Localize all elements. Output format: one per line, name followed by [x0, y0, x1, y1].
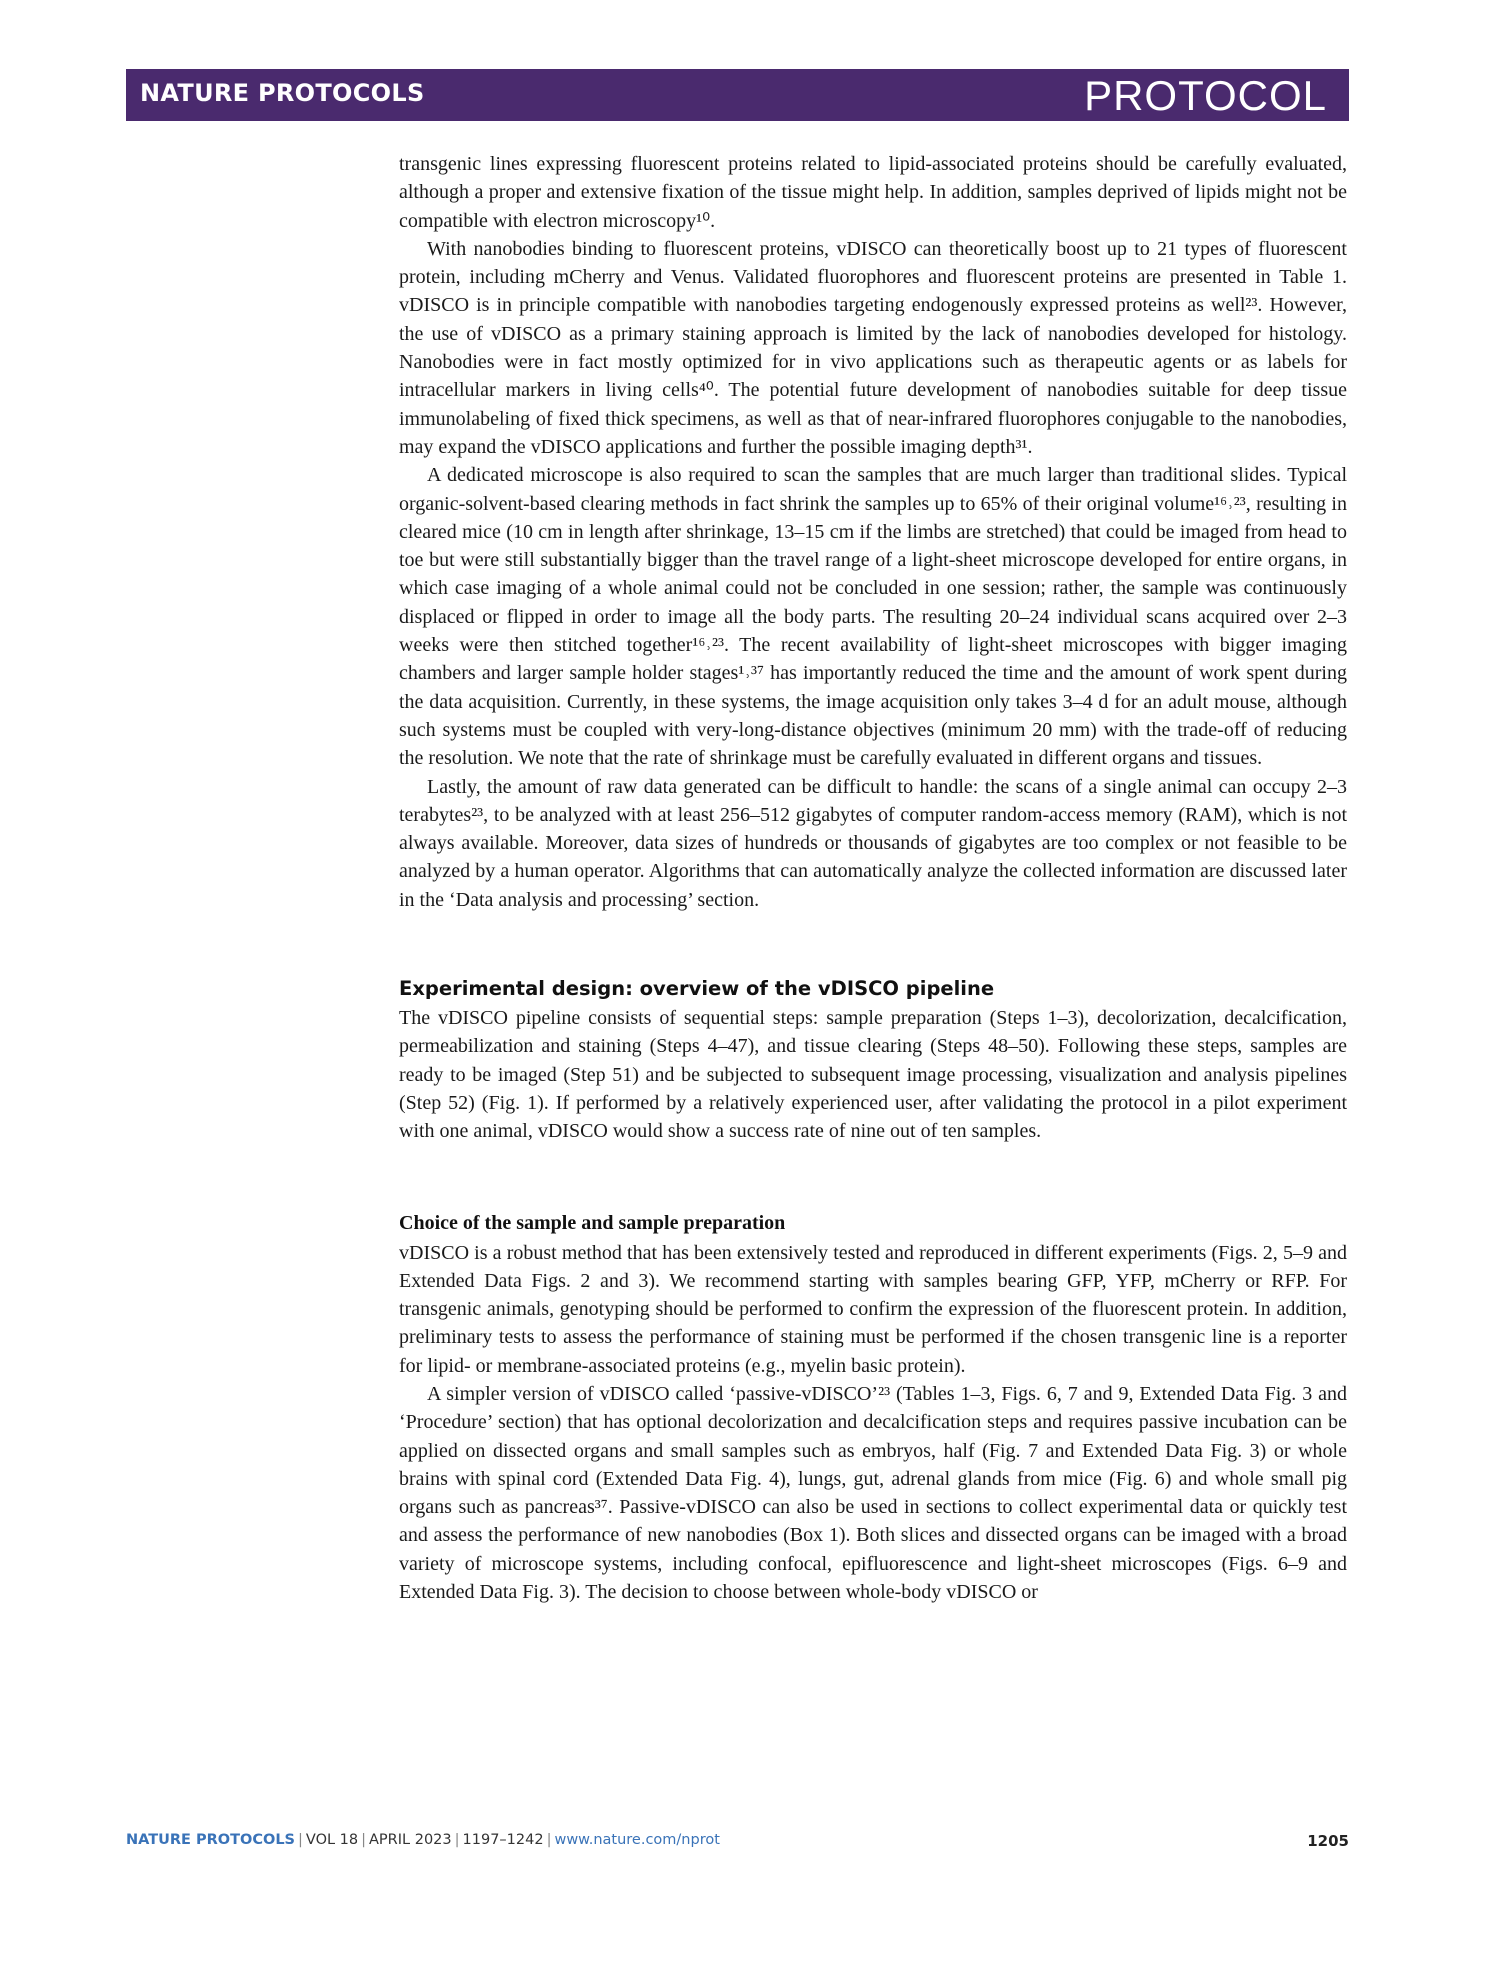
page-footer — [126, 1832, 1349, 1848]
footer-journal: NATURE PROTOCOLS — [126, 1832, 296, 1848]
page-number: 1205 — [1307, 1832, 1349, 1850]
main-text-column — [399, 150, 1347, 1606]
paragraph: With nanobodies binding to fluorescent proteins, vDISCO can theoretically boost up to 21 types of fluorescent protein, including mCherry and Venus. Validated fluorophores and fluorescent proteins are presented in Table 1. vDISCO is in principle compatible with nanobodies targeting endogenously expressed proteins as well²³. However, the use of vDISCO as a primary staining approach is limited by the lack of nanobodies developed for histology. Nanobodies were in fact mostly optimized for in vivo applications such as therapeutic agents or as labels for intracellular markers in living cells⁴⁰. The potential future development of nanobodies suitable for deep tissue immunolabeling of fixed thick specimens, as well as that of near-infrared fluorophores conjugable to the nanobodies, may expand the vDISCO applications and further the possible imaging depth³¹. — [399, 237, 1347, 458]
footer-pages: 1197–1242 — [462, 1832, 544, 1848]
journal-name: NATURE PROTOCOLS — [140, 79, 425, 107]
paragraph: transgenic lines expressing fluorescent proteins related to lipid-associated proteins should be carefully evaluated, although a proper and extensive fixation of the tissue might help. In addition, samples deprived of lipids might not be compatible with electron microscopy¹⁰. — [399, 153, 1347, 232]
paragraph: Lastly, the amount of raw data generated can be difficult to handle: the scans of a single animal can occupy 2–3 terabytes²³, to be analyzed with at least 256–512 gigabytes of computer random-access memory (RAM), which is not always available. Moreover, data sizes of hundreds or thousands of gigabytes are too complex or not feasible to be analyzed by a human operator. Algorithms that can automatically analyze the collected information are discussed later in the ‘Data analysis and processing’ section. — [399, 775, 1347, 911]
footer-separator: | — [546, 1832, 552, 1848]
section-heading: Experimental design: overview of the vDISCO pipeline — [399, 977, 995, 1001]
footer-url-link[interactable]: www.nature.com/nprot — [554, 1832, 720, 1848]
paragraph: vDISCO is a robust method that has been extensively tested and reproduced in different experiments (Figs. 2, 5–9 and Extended Data Figs. 2 and 3). We recommend starting with samples bearing GFP, YFP, mCherry or RFP. For transgenic animals, genotyping should be performed to confirm the expression of the fluorescent protein. In addition, preliminary tests to assess the performance of staining must be performed if the chosen transgenic line is a reporter for lipid- or membrane-associated proteins (e.g., myelin basic protein). — [399, 1241, 1347, 1377]
footer-separator: | — [454, 1832, 460, 1848]
paragraph: A dedicated microscope is also required to scan the samples that are much larger than traditional slides. Typical organic-solvent-based clearing methods in fact shrink the samples up to 65% of their original volume¹⁶˒²³, resulting in cleared mice (10 cm in length after shrinkage, 13–15 cm if the limbs are stretched) that could be imaged from head to toe but were still substantially bigger than the travel range of a light-sheet microscope developed for entire organs, in which case imaging of a whole animal could not be concluded in one session; rather, the sample was continuously displaced or flipped in order to image all the body parts. The resulting 20–24 individual scans acquired over 2–3 weeks were then stitched together¹⁶˒²³. The recent availability of light-sheet microscopes with bigger imaging chambers and larger sample holder stages¹˒³⁷ has importantly reduced the time and the amount of work spent during the data acquisition. Currently, in these systems, the image acquisition only takes 3–4 d for an adult mouse, although such systems must be coupled with very-long-distance objectives (minimum 20 mm) with the trade-off of reducing the resolution. We note that the rate of shrinkage must be carefully evaluated in different organs and tissues. — [399, 464, 1347, 770]
subsection-heading: Choice of the sample and sample preparation — [399, 1211, 786, 1234]
article-type-label: PROTOCOL — [1084, 72, 1327, 119]
paragraph: A simpler version of vDISCO called ‘passive-vDISCO’²³ (Tables 1–3, Figs. 6, 7 and 9, Extended Data Fig. 3 and ‘Procedure’ section) that has optional decolorization and decalcification steps and requires passive incubation can be applied on dissected organs and small samples such as embryos, half (Fig. 7 and Extended Data Fig. 3) or whole brains with spinal cord (Extended Data Fig. 4), lungs, gut, adrenal glands from mice (Fig. 6) and whole small pig organs such as pancreas³⁷. Passive-vDISCO can also be used in sections to collect experimental data or quickly test and assess the performance of new nanobodies (Box 1). Both slices and dissected organs can be imaged with a broad variety of microscope systems, including confocal, epifluorescence and light-sheet microscopes (Figs. 6–9 and Extended Data Fig. 3). The decision to choose between whole-body vDISCO or — [399, 1382, 1347, 1604]
paragraph: The vDISCO pipeline consists of sequential steps: sample preparation (Steps 1–3), decolorization, decalcification, permeabilization and staining (Steps 4–47), and tissue clearing (Steps 48–50). Following these steps, samples are ready to be imaged (Step 51) and be subjected to subsequent image processing, visualization and analysis pipelines (Step 52) (Fig. 1). If performed by a relatively experienced user, after validating the protocol in a pilot experiment with one animal, vDISCO would show a success rate of nine out of ten samples. — [399, 1007, 1347, 1143]
footer-volume: VOL 18 — [305, 1832, 359, 1848]
footer-date: APRIL 2023 — [369, 1832, 452, 1848]
footer-separator: | — [361, 1832, 367, 1848]
journal-header-bar — [126, 69, 1349, 121]
footer-separator: | — [298, 1832, 303, 1848]
